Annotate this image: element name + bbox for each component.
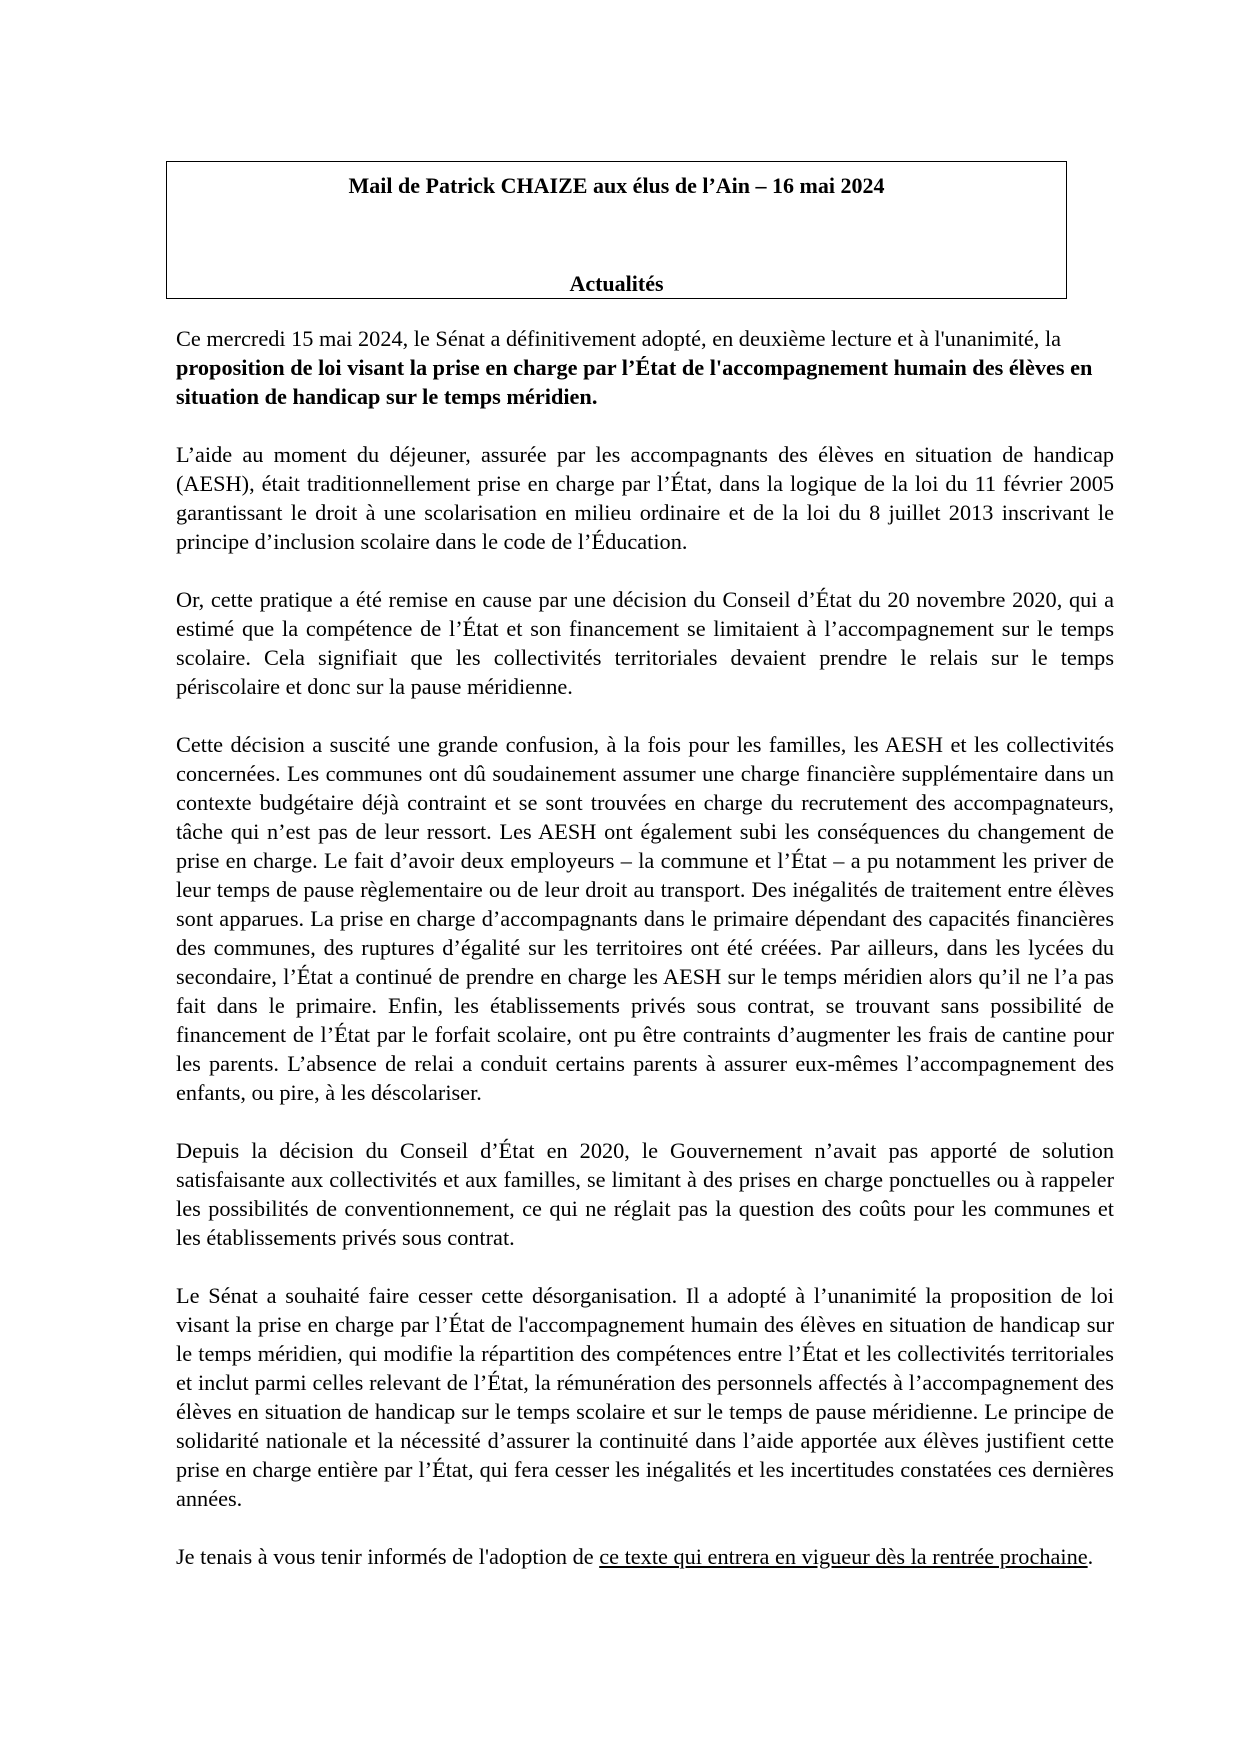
paragraph-senate-action: Le Sénat a souhaité faire cesser cette désorganisation. Il a adopté à l’unanimité la proposition de loi visant la prise en charge par l’État de l'accompagnement humain des élèves en situation de handicap sur le temps méridien, qui modifie la répartition des compétences entre l’État et les collectivités territoriales et inclut parmi celles relevant de l’État, la rémunération des personnels affectés à l’accompagnement des élèves en situation de handicap sur le temps scolaire et sur le temps de pause méridienne. Le principe de solidarité nationale et la nécessité d’assurer la continuité dans l’aide apportée aux élèves justifient cette prise en charge entière par l’État, qui fera cesser les inégalités et les incertitudes constatées ces dernières années. [176,1283,1114,1511]
section-title: Actualités [569,271,664,296]
paragraph-closing-lead: Je tenais à vous tenir informés de l'adoption de [176,1544,600,1569]
paragraph-conseil-etat-decision: Or, cette pratique a été remise en cause par une décision du Conseil d’État du 20 novembre 2020, qui a estimé que la compétence de l’État et son financement se limitaient à l’accompagnement sur le temps scolaire. Cela signifiait que les collectivités territoriales devaient prendre le relais sur le temps périscolaire et donc sur la pause méridienne. [176,587,1114,699]
document-title: Mail de Patrick CHAIZE aux élus de l’Ain – 16 mai 2024 [348,173,885,198]
header-box [166,161,1067,299]
paragraph-adoption [176,324,1114,411]
document-body [176,324,1114,1600]
paragraph-government-response: Depuis la décision du Conseil d’État en 2020, le Gouvernement n’avait pas apporté de solution satisfaisante aux collectivités et aux familles, se limitant à des prises en charge ponctuelles ou à rappeler les possibilités de conventionnement, ce qui ne réglait pas la question des coûts pour les communes et les établissements privés sous contrat. [176,1138,1114,1250]
law-proposal-title: proposition de loi visant la prise en charge par l’État de l'accompagnement humain des élèves en situation de handicap sur le temps méridien. [176,355,1093,409]
paragraph-closing-end: . [1087,1544,1094,1569]
underlined-text: ce texte qui entrera en vigueur dès la rentrée prochaine [599,1544,1088,1569]
paragraph-closing [176,1542,1114,1571]
paragraph-consequences: Cette décision a suscité une grande confusion, à la fois pour les familles, les AESH et les collectivités concernées. Les communes ont dû soudainement assumer une charge financière supplémentaire dans un contexte budgétaire déjà contraint et se sont trouvées en charge du recrutement des accompagnateurs, tâche qui n’est pas de leur ressort. Les AESH ont également subi les conséquences du changement de prise en charge. Le fait d’avoir deux employeurs – la commune et l’État – a pu notamment les priver de leur temps de pause règlementaire ou de leur droit au transport. Des inégalités de traitement entre élèves sont apparues. La prise en charge d’accompagnants dans le primaire dépendant des capacités financières des communes, des ruptures d’égalité sur les territoires ont été créées. Par ailleurs, dans les lycées du secondaire, l’État a continué de prendre en charge les AESH sur le temps méridien alors qu’il ne l’a pas fait dans le primaire. Enfin, les établissements privés sous contrat, se trouvant sans possibilité de financement de l’État par le forfait scolaire, ont pu être contraints d’augmenter les frais de cantine pour les parents. L’absence de relai a conduit certains parents à assurer eux-mêmes l’accompagnement des enfants, ou pire, à les déscolariser. [176,732,1114,1105]
paragraph-adoption-lead: Ce mercredi 15 mai 2024, le Sénat a définitivement adopté, en deuxième lecture et à l'unanimité, la [176,326,1062,351]
paragraph-background: L’aide au moment du déjeuner, assurée par les accompagnants des élèves en situation de handicap (AESH), était traditionnellement prise en charge par l’État, dans la logique de la loi du 11 février 2005 garantissant le droit à une scolarisation en milieu ordinaire et de la loi du 8 juillet 2013 inscrivant le principe d’inclusion scolaire dans le code de l’Éducation. [176,442,1114,554]
